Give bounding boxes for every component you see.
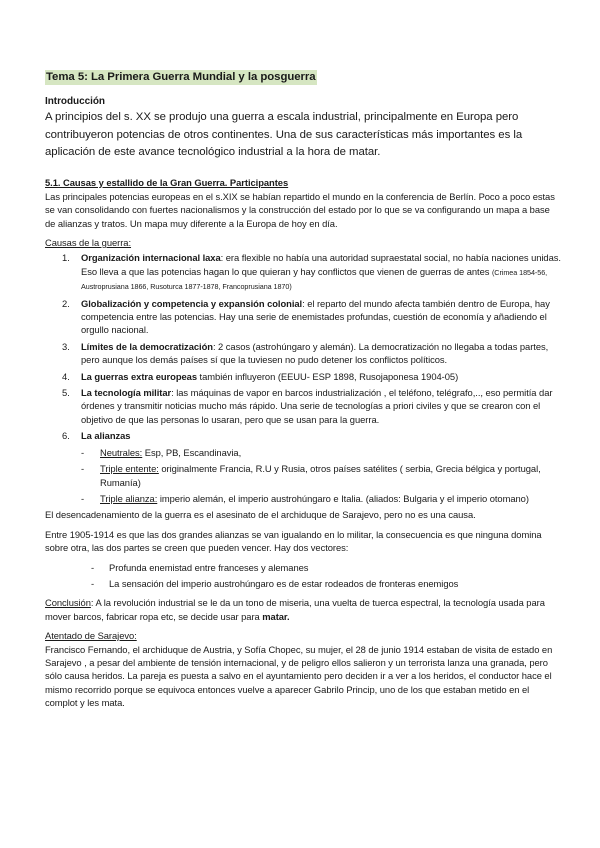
dash-bullet: - bbox=[91, 561, 95, 573]
alliances-list bbox=[45, 446, 562, 506]
alliance-text: Esp, PB, Escandinavia, bbox=[142, 446, 242, 458]
alliance-item bbox=[45, 446, 562, 459]
cause-text: : era flexible no había una autoridad supraestatal social, no había naciones unidas. Eso lleva a que las potencias hagan lo que quieran y hay conflictos que vienen de guerras de antes bbox=[81, 252, 561, 277]
alliance-item bbox=[45, 492, 562, 505]
cause-item bbox=[45, 386, 562, 426]
alliance-label: Triple alianza: bbox=[100, 492, 158, 504]
sarajevo-heading: Atentado de Sarajevo: bbox=[45, 630, 137, 642]
cause-text: : el reparto del mundo afecta también dentro de Europa, hay competencia entre las potencias. Hay una serie de enemistades profundas, cuestión de economía y añadiendo el orgullo nacional. bbox=[81, 297, 550, 336]
cause-number: 3. bbox=[62, 340, 70, 352]
causes-list bbox=[45, 251, 562, 442]
vector-item bbox=[45, 561, 562, 574]
cause-title: La guerras extra europeas bbox=[81, 370, 197, 382]
cause-title: Límites de la democratización bbox=[81, 340, 213, 352]
dash-bullet: - bbox=[81, 446, 85, 458]
dash-bullet: - bbox=[81, 463, 85, 475]
cause-title: La alianzas bbox=[81, 430, 131, 442]
conclusion-text: : A la revolución industrial se le da un tono de miseria, una vuelta de tuerca espectral, la tecnología usada para mover barcos, fabricar ropa etc, se decide usar para bbox=[45, 597, 545, 622]
alliance-text: originalmente Francia, R.U y Rusia, otros países satélites ( serbia, Grecia bélgica y portugal, Rumanía) bbox=[100, 463, 541, 488]
cause-number: 6. bbox=[62, 430, 70, 442]
trigger-paragraph: El desencadenamiento de la guerra es el asesinato de el archiduque de Sarajevo, pero no es una causa. bbox=[45, 509, 476, 521]
cause-item bbox=[45, 251, 562, 293]
cause-title: Globalización y competencia y expansión colonial bbox=[81, 297, 303, 309]
cause-number: 2. bbox=[62, 297, 70, 309]
alliance-text: imperio alemán, el imperio austrohúngaro e Italia. (aliados: Bulgaria y el imperio otomano) bbox=[157, 492, 529, 504]
cause-text: : 2 casos (astrohúngaro y alemán). La democratización no llegaba a todas partes, pero aunque los demás países sí que la tuviesen no pudo detener los conflictos políticos. bbox=[81, 340, 549, 366]
between-paragraph: Entre 1905-1914 es que las dos grandes alianzas se van igualando en lo militar, la consecuencia es que ninguna domina sobre otra, las dos partes se creen que pueden vencer. Hay dos vectores: bbox=[45, 528, 542, 554]
vectors-list bbox=[45, 561, 562, 591]
cause-item bbox=[45, 429, 562, 442]
page-title: Tema 5: La Primera Guerra Mundial y la posguerra bbox=[46, 71, 316, 83]
vector-text: La sensación del imperio austrohúngaro es de estar rodeados de fronteras enemigos bbox=[109, 577, 459, 589]
alliance-item bbox=[45, 462, 562, 489]
conclusion-bold: matar. bbox=[262, 610, 290, 622]
cause-item bbox=[45, 370, 562, 383]
sarajevo-paragraph: Francisco Fernando, el archiduque de Austria, y Sofía Chopec, su mujer, el 28 de junio 1914 estaban de visita de estado en Sarajevo , a pesar del ambiente de tensión internacional, y de peligro ellos salieron y un terrorista lanza una granada, pero sólo causa heridos. La pareja es puesta a salvo en el ayuntamiento pero deciden ir a ver a los heridos, el conductor hace el mismo recorrido porque se equivoca entonces vuelve a aparecer Gabrilo Princip, uno de los que estaban metido en el complot y les mata. bbox=[45, 643, 553, 709]
vector-text: Profunda enemistad entre franceses y alemanes bbox=[109, 561, 309, 573]
dash-bullet: - bbox=[81, 492, 85, 504]
causes-heading: Causas de la guerra: bbox=[45, 237, 132, 248]
cause-item bbox=[45, 297, 562, 337]
alliance-label: Neutrales: bbox=[100, 446, 143, 458]
cause-item bbox=[45, 340, 562, 367]
intro-heading: Introducción bbox=[45, 96, 105, 107]
vector-item bbox=[45, 577, 562, 590]
alliance-label: Triple entente: bbox=[100, 463, 159, 475]
cause-text: también influyeron (EEUU- ESP 1898, Rusojaponesa 1904-05) bbox=[197, 370, 459, 382]
dash-bullet: - bbox=[91, 577, 95, 589]
section-paragraph: Las principales potencias europeas en el s.XIX se habían repartido el mundo en la conferencia de Berlín. Poco a poco estas se van consolidando con fuertes nacionalismos y la construcción del estado por lo que se va configurando un mapa a base de alianzas y tratos. Un mapa muy diferente a la Europa de hoy en día. bbox=[45, 190, 555, 229]
section-heading: 5.1. Causas y estallido de la Gran Guerra. Participantes bbox=[45, 176, 289, 188]
cause-title: La tecnología militar bbox=[81, 387, 172, 399]
cause-number: 4. bbox=[62, 370, 70, 382]
cause-text: : las máquinas de vapor en barcos industrialización , el teléfono, telégrafo,.., eso permitía dar órdenes y transmitir noticias mucho más rápido. Una serie de tecnologías a priori civiles y que se crearon con el objetivo de que las personas lo usaran, pero que se usan para la guerra. bbox=[81, 387, 553, 425]
cause-note: (Crimea 1854-56, Austroprusiana 1866, Rusoturca 1877-1878, Francoprusiana 1870) bbox=[81, 267, 548, 292]
cause-number: 1. bbox=[62, 252, 70, 264]
cause-number: 5. bbox=[62, 387, 70, 399]
cause-title: Organización internacional laxa bbox=[81, 252, 221, 264]
intro-paragraph: A principios del s. XX se produjo una guerra a escala industrial, principalmente en Europa pero contribuyeron potencias de otros continentes. Una de sus características más importantes es la aplicación de este avance tecnológico industrial a la hora de matar. bbox=[45, 111, 523, 159]
conclusion-label: Conclusión bbox=[45, 597, 91, 609]
conclusion-paragraph bbox=[45, 596, 562, 623]
